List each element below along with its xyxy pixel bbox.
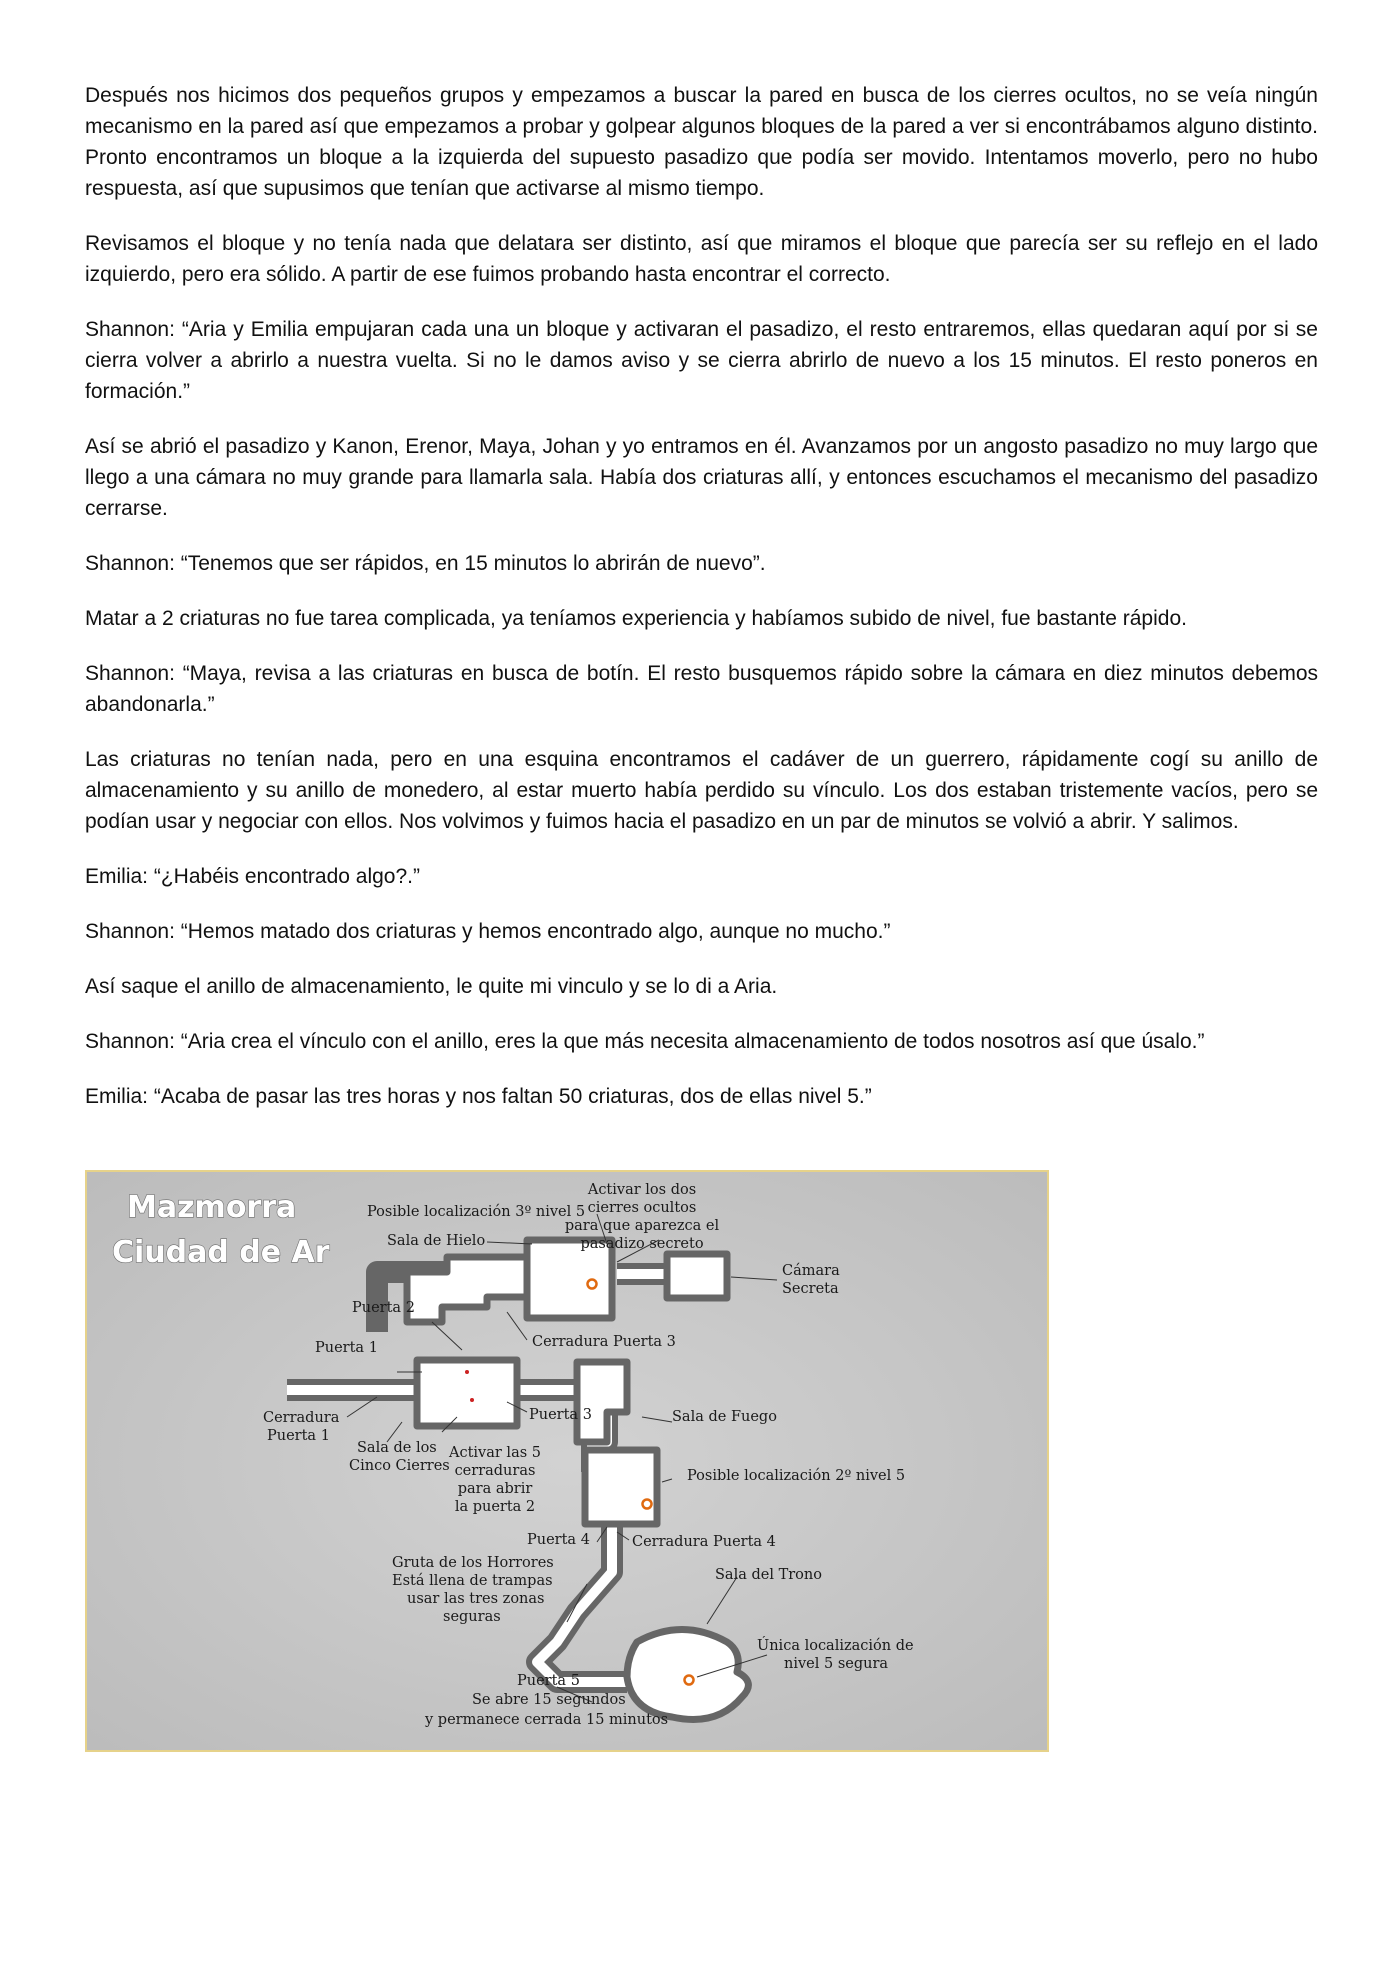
label-activar-5: Activar las 5 (449, 1445, 541, 1461)
label-puerta-4: Puerta 4 (527, 1532, 590, 1548)
paragraph: Matar a 2 criaturas no fue tarea complicada, ya teníamos experiencia y habíamos subido de nivel, fue bastante rápido. (85, 607, 1187, 630)
paragraph: Las criaturas no tenían nada, pero en una esquina encontramos el cadáver de un guerrero, rápidamente cogí su anillo de almacenamiento y su anillo de monedero, al estar muerto había perdido su vínculo. Los dos estaban tristemente vacíos, pero se podían usar y negociar con ellos. Nos volvimos y fuimos hacia el pasadizo en un par de minutos se volvió a abrir. Y salimos. (85, 748, 1318, 833)
label-sala-fuego: Sala de Fuego (672, 1409, 777, 1425)
paragraph: Revisamos el bloque y no tenía nada que delatara ser distinto, así que miramos el bloque que parecía ser su reflejo en el lado izquierdo, pero era sólido. A partir de ese fuimos probando hasta encontrar el correcto. (85, 232, 1318, 286)
label-cerradura-1: Cerradura (263, 1410, 340, 1426)
map-title-line1: Mazmorra (127, 1190, 297, 1225)
paragraph: Emilia: “¿Habéis encontrado algo?.” (85, 865, 420, 888)
label-puerta-5-note: Se abre 15 segundos (472, 1692, 626, 1708)
label-puerta-5-note: y permanece cerrada 15 minutos (425, 1712, 669, 1728)
label-activar-5: para abrir (457, 1481, 533, 1497)
label-camara-secreta: Secreta (782, 1281, 839, 1297)
label-gruta: Gruta de los Horrores (392, 1555, 554, 1571)
posible-2-room (585, 1450, 657, 1524)
location-marker (588, 1280, 597, 1289)
label-activar-5: la puerta 2 (454, 1499, 536, 1515)
paragraph: Shannon: “Aria crea el vínculo con el anillo, eres la que más necesita almacenamiento de todos nosotros así que úsalo.” (85, 1030, 1205, 1053)
label-activar: Activar los dos (587, 1182, 697, 1198)
location-marker (643, 1500, 652, 1509)
label-puerta-5: Puerta 5 (517, 1673, 580, 1689)
label-cinco-cierres: Sala de los (357, 1440, 437, 1456)
label-activar: pasadizo secreto (580, 1236, 704, 1252)
label-unica: Única localización de (757, 1638, 914, 1654)
paragraph: Emilia: “Acaba de pasar las tres horas y nos faltan 50 criaturas, dos de ellas nivel 5.” (85, 1085, 872, 1108)
label-posible-2: Posible localización 2º nivel 5 (687, 1468, 906, 1484)
label-camara-secreta: Cámara (782, 1263, 840, 1279)
paragraph: Después nos hicimos dos pequeños grupos y empezamos a buscar la pared en busca de los cierres ocultos, no se veía ningún mecanismo en la pared así que empezamos a probar y golpear algunos bloques de la pared a ver si encontrábamos alguno distinto. Pronto encontramos un bloque a la izquierda del supuesto pasadizo que podía ser movido. Intentamos moverlo, pero no hubo respuesta, así que supusimos que tenían que activarse al mismo tiempo. (85, 84, 1318, 200)
label-activar: para que aparezca el (564, 1218, 720, 1234)
location-marker (685, 1676, 694, 1685)
paragraph: Shannon: “Maya, revisa a las criaturas en busca de botín. El resto busquemos rápido sobre la cámara en diez minutos debemos abandonarla.” (85, 662, 1318, 716)
label-cerradura-1: Puerta 1 (267, 1428, 330, 1444)
label-cerradura-3: Cerradura Puerta 3 (532, 1334, 676, 1350)
label-puerta-1: Puerta 1 (315, 1340, 378, 1356)
story-text (85, 80, 1318, 1136)
label-puerta-3: Puerta 3 (529, 1407, 592, 1423)
label-gruta: usar las tres zonas (407, 1591, 545, 1607)
map-title-line2: Ciudad de Ar (112, 1235, 330, 1270)
paragraph: Shannon: “Hemos matado dos criaturas y hemos encontrado algo, aunque no mucho.” (85, 920, 891, 943)
label-puerta-2: Puerta 2 (352, 1300, 415, 1316)
label-unica: nivel 5 segura (784, 1656, 889, 1672)
label-sala-hielo: Sala de Hielo (387, 1233, 486, 1249)
paragraph: Shannon: “Tenemos que ser rápidos, en 15 minutos lo abrirán de nuevo”. (85, 552, 766, 575)
dungeon-map-svg (87, 1172, 1047, 1750)
label-sala-trono: Sala del Trono (715, 1567, 822, 1583)
label-posible-3: Posible localización 3º nivel 5 (367, 1204, 586, 1220)
door-dot (465, 1370, 469, 1374)
label-gruta: Está llena de trampas (392, 1573, 553, 1589)
sala-cinco-cierres (417, 1360, 517, 1426)
paragraph: Así saque el anillo de almacenamiento, le quite mi vinculo y se lo di a Aria. (85, 975, 778, 998)
paragraph: Así se abrió el pasadizo y Kanon, Erenor, Maya, Johan y yo entramos en él. Avanzamos por un angosto pasadizo no muy largo que llego a una cámara no muy grande para llamarla sala. Había dos criaturas allí, y entonces escuchamos el mecanismo del pasadizo cerrarse. (85, 435, 1318, 520)
paragraph: Shannon: “Aria y Emilia empujaran cada una un bloque y activaran el pasadizo, el resto entraremos, ellas quedaran aquí por si se cierra volver a abrirlo a nuestra vuelta. Si no le damos aviso y se cierra abrirlo de nuevo a los 15 minutos. El resto poneros en formación.” (85, 318, 1318, 403)
label-gruta: seguras (443, 1609, 501, 1625)
label-activar-5: cerraduras (454, 1463, 536, 1479)
door-dot (470, 1398, 474, 1402)
label-activar: cierres ocultos (587, 1200, 697, 1216)
label-cinco-cierres: Cinco Cierres (349, 1458, 450, 1474)
label-cerradura-4: Cerradura Puerta 4 (632, 1534, 776, 1550)
dungeon-map (85, 1170, 1049, 1752)
camara-secreta (667, 1254, 727, 1298)
